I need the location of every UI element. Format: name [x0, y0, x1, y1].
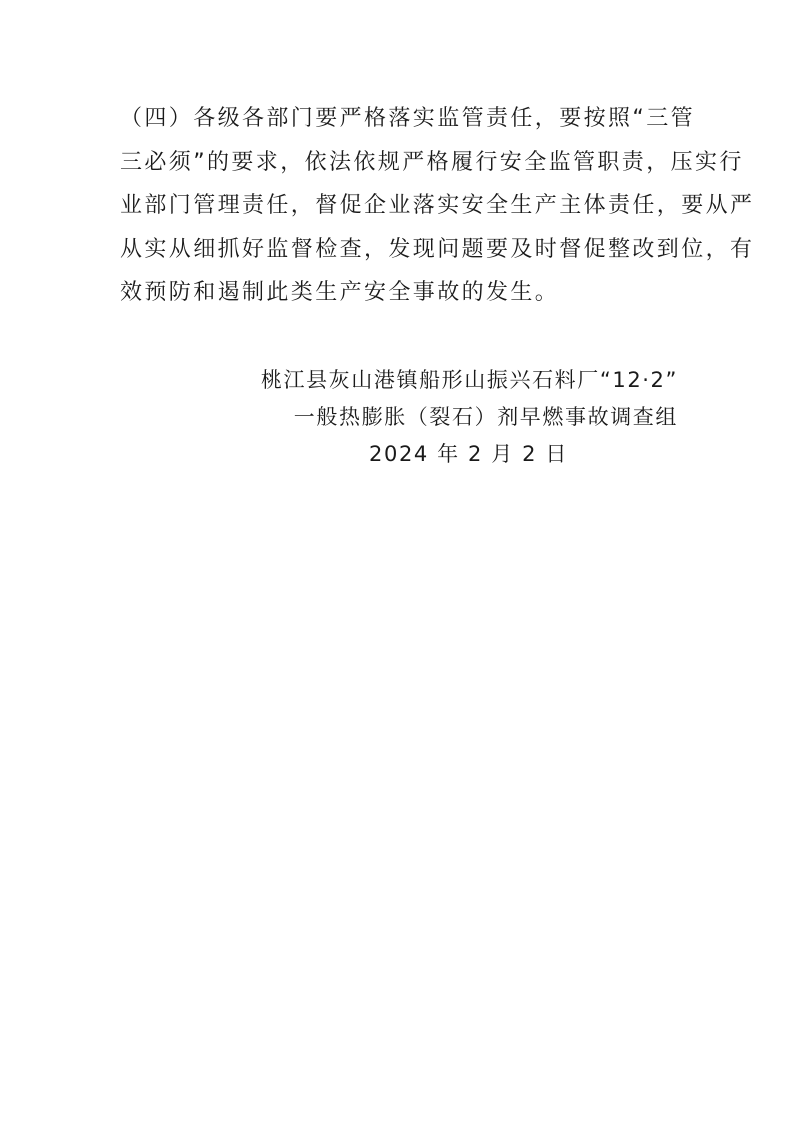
signature-date: 2024 年 2 月 2 日	[369, 442, 568, 466]
paragraph-line: 业部门管理责任，督促企业落实安全生产主体责任，要从严	[120, 193, 755, 219]
paragraph-line: （四）各级各部门要严格落实监管责任，要按照“三管	[120, 106, 695, 131]
paragraph-line: 效预防和遏制此类生产安全事故的发生。	[120, 280, 560, 306]
signature-org-line-1: 桃江县灰山港镇船形山振兴石料厂“12·2”	[260, 368, 678, 392]
paragraph-line: 从实从细抓好监督检查，发现问题要及时督促整改到位，有	[120, 236, 755, 262]
signature-block	[261, 362, 678, 473]
paragraph-section-four	[120, 97, 755, 315]
paragraph-line: 三必须”的要求，依法依规严格履行安全监管职责，压实行	[120, 149, 744, 175]
signature-org-line-2: 一般热膨胀（裂石）剂早燃事故调查组	[293, 405, 678, 429]
